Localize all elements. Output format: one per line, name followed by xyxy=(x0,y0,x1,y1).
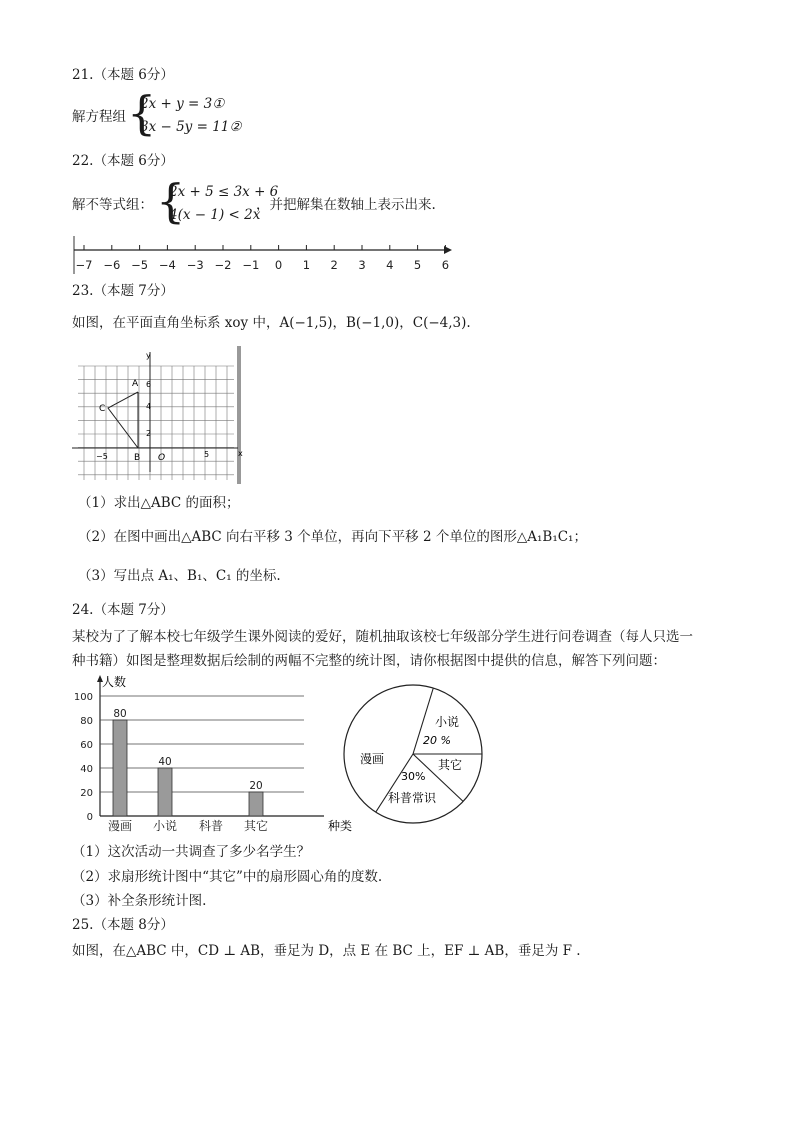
q22-prompt: 解不等式组： xyxy=(72,197,153,213)
bar-chart xyxy=(72,672,357,837)
grid-x-axis-label: x xyxy=(238,449,243,458)
q22-header: 22.（本题 6分） xyxy=(72,153,174,169)
bar-chart-ytick: 20 xyxy=(80,788,93,799)
pie-label-manhua: 漫画 xyxy=(360,752,385,766)
bar-chart-ytick: 60 xyxy=(80,740,93,751)
number-line-label: 2 xyxy=(330,258,338,272)
q23-header: 23.（本题 7分） xyxy=(72,283,174,299)
grid-y-tick-6: 6 xyxy=(146,380,152,389)
q21-eq2: 3x − 5y = 11② xyxy=(140,119,242,135)
number-line-label: −7 xyxy=(75,258,93,272)
bar-chart-category-label: 科普 xyxy=(198,819,224,833)
grid-y-axis-label: y xyxy=(146,351,151,360)
pie-label-qita: 其它 xyxy=(438,758,463,772)
q24-sub3: （3）补全条形统计图. xyxy=(72,893,207,909)
bar-chart-ytick: 80 xyxy=(80,716,93,727)
number-line-label: −5 xyxy=(131,258,149,272)
number-line-label: 3 xyxy=(358,258,366,272)
pie-value-kepu: 30% xyxy=(401,770,426,783)
number-line-label: −3 xyxy=(186,258,204,272)
number-line-label: −6 xyxy=(103,258,121,272)
q23-sub2: （2）在图中画出△ABC 向右平移 3 个单位，再向下平移 2 个单位的图形△A₁B₁C₁； xyxy=(78,529,587,545)
number-line-label: 1 xyxy=(302,258,311,272)
bar-chart-data-label: 20 xyxy=(249,780,263,792)
q22-ineq2: 4(x − 1) < 2x xyxy=(169,207,261,223)
q22-brace: { xyxy=(156,174,186,228)
bar-chart-bar xyxy=(158,768,172,816)
q22-ineq1: 2x + 5 ≤ 3x + 6 xyxy=(169,184,279,200)
bar-chart-data-label: 80 xyxy=(113,708,127,720)
bar-chart-ylabel: 人数 xyxy=(102,675,127,689)
bar-chart-data-label: 40 xyxy=(158,756,172,768)
bar-chart-ytick: 100 xyxy=(73,692,93,703)
q24-sub1: （1）这次活动一共调查了多少名学生？ xyxy=(72,844,311,860)
pie-chart xyxy=(342,683,487,828)
grid-y-tick-4: 4 xyxy=(146,402,152,411)
pie-value-xiaoshuo: 20 % xyxy=(423,734,451,747)
grid-x-tick-5: 5 xyxy=(204,450,210,459)
q24-intro-line2: 种书籍）如图是整理数据后绘制的两幅不完整的统计图，请你根据图中提供的信息，解答下列问题： xyxy=(72,653,666,669)
bar-chart-bar xyxy=(249,792,263,816)
q23-sub3: （3）写出点 A₁、B₁、C₁ 的坐标. xyxy=(78,568,281,584)
number-line xyxy=(72,236,472,276)
bar-chart-ytick: 40 xyxy=(80,764,93,775)
number-line-label: 4 xyxy=(386,258,394,272)
bar-chart-category-label: 漫画 xyxy=(107,819,133,833)
q24-intro-line1: 某校为了了解本校七年级学生课外阅读的爱好，随机抽取该校七年级部分学生进行问卷调查（每人只选一 xyxy=(72,629,693,645)
q21-header: 21.（本题 6分） xyxy=(72,67,174,83)
pie-label-xiaoshuo: 小说 xyxy=(435,715,460,729)
pie-label-kepu: 科普常识 xyxy=(388,791,437,805)
q23-intro: 如图，在平面直角坐标系 xoy 中，A(−1,5)，B(−1,0)，C(−4,3). xyxy=(72,315,471,331)
bar-chart-category-label: 小说 xyxy=(152,819,178,833)
grid-label-a: A xyxy=(132,379,139,389)
number-line-label: −1 xyxy=(242,258,260,272)
bar-chart-bar xyxy=(113,720,127,816)
grid-label-c: C xyxy=(99,404,106,414)
q24-sub2: （2）求扇形统计图中“其它”中的扇形圆心角的度数. xyxy=(72,869,383,885)
grid-y-tick-2: 2 xyxy=(146,429,152,438)
number-line-label: −4 xyxy=(158,258,176,272)
coordinate-grid xyxy=(72,346,247,486)
bar-chart-category-label: 其它 xyxy=(243,819,269,833)
q25-intro: 如图，在△ABC 中，CD ⊥ AB，垂足为 D，点 E 在 BC 上，EF ⊥ AB，垂足为 F . xyxy=(72,943,581,959)
grid-x-tick-neg5: −5 xyxy=(96,452,108,461)
q21-eq1: 2x + y = 3① xyxy=(140,96,225,112)
q24-header: 24.（本题 7分） xyxy=(72,602,174,618)
number-line-label: 5 xyxy=(413,258,422,272)
q21-prompt: 解方程组 xyxy=(72,109,126,125)
q21-brace: { xyxy=(127,86,157,140)
grid-label-b: B xyxy=(134,453,141,463)
number-line-label: 6 xyxy=(441,258,450,272)
grid-origin-label: O xyxy=(158,453,166,463)
q22-suffix: ，并把解集在数轴上表示出来. xyxy=(256,197,436,213)
bar-chart-xlabel: 种类 xyxy=(328,819,353,833)
number-line-label: −2 xyxy=(214,258,232,272)
q25-header: 25.（本题 8分） xyxy=(72,917,174,933)
bar-chart-ytick: 0 xyxy=(86,812,93,823)
number-line-label: 0 xyxy=(274,258,283,272)
q23-sub1: （1）求出△ABC 的面积； xyxy=(78,495,240,511)
